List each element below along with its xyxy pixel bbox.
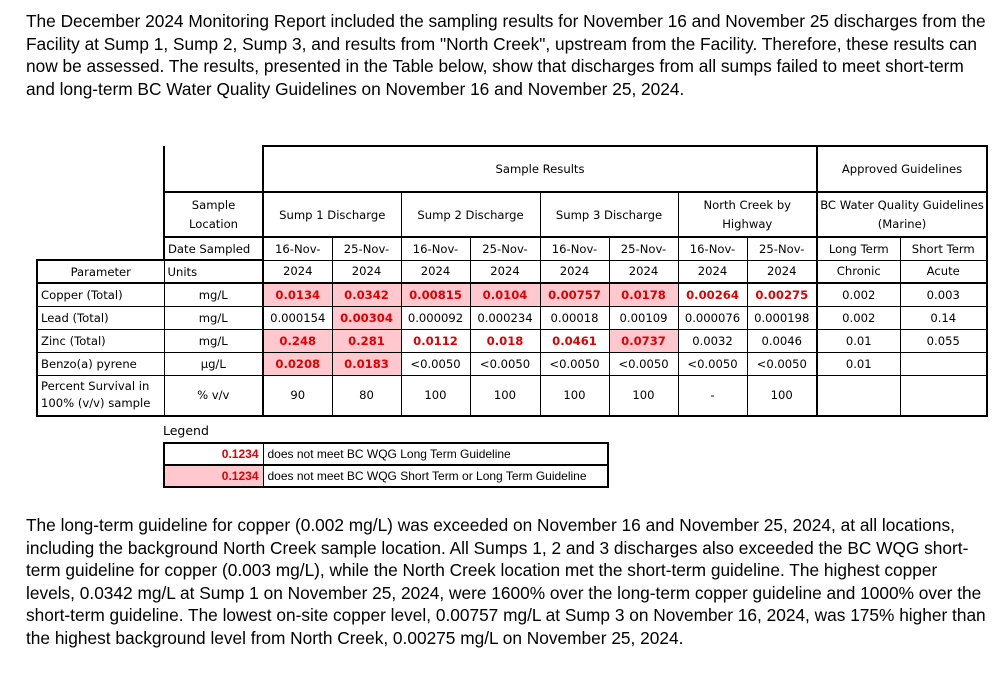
long-term-guideline-cell: 0.01 <box>817 352 900 375</box>
legend-text-long: does not meet BC WQG Long Term Guideline <box>263 443 608 465</box>
parameter-cell: Lead (Total) <box>37 306 164 329</box>
date-sampled-label: Date Sampled <box>164 237 263 260</box>
parameter-cell: Benzo(a) pyrene <box>37 352 164 375</box>
result-cell: 0.281 <box>332 329 401 352</box>
short-term-guideline-cell: 0.055 <box>900 329 987 352</box>
year-header: 2024 <box>470 260 540 283</box>
legend <box>163 442 609 488</box>
result-cell: 0.00275 <box>747 283 817 306</box>
result-cell: <0.0050 <box>678 352 747 375</box>
date-header: 25-Nov- <box>747 237 817 260</box>
legend-text-short: does not meet BC WQG Short Term or Long Term Guideline <box>263 465 608 487</box>
result-cell: 0.000092 <box>401 306 470 329</box>
result-cell: 100 <box>609 375 678 416</box>
result-cell: - <box>678 375 747 416</box>
year-header: 2024 <box>609 260 678 283</box>
table-row <box>37 352 987 375</box>
parameter-cell: Percent Survival in 100% (v/v) sample <box>37 375 164 416</box>
year-header: 2024 <box>678 260 747 283</box>
date-header: 16-Nov- <box>401 237 470 260</box>
long-term-guideline-cell: 0.002 <box>817 283 900 306</box>
parameter-cell: Copper (Total) <box>37 283 164 306</box>
result-cell: 0.0112 <box>401 329 470 352</box>
result-cell: 100 <box>401 375 470 416</box>
legend-sample-long: 0.1234 <box>164 443 263 465</box>
date-header: 16-Nov- <box>263 237 332 260</box>
result-cell: 0.000234 <box>470 306 540 329</box>
year-header: 2024 <box>263 260 332 283</box>
acute-header: Acute <box>900 260 987 283</box>
result-cell: 0.0208 <box>263 352 332 375</box>
conclusion-paragraph: The long-term guideline for copper (0.002 mg/L) was exceeded on November 16 and November 25, 2024, at all locations, including the background North Creek sample location. All Sumps 1, 2 and 3 discharges also exceeded the BC WQG short-term guideline for copper (0.003 mg/L), while the North Creek location met the short-term guideline. The highest copper levels, 0.0342 mg/L at Sump 1 on November 25, 2024, were 1600% over the long-term copper guideline and 1000% over the short-term guideline. The lowest on-site copper level, 0.00757 mg/L at Sump 3 on November 16, 2024, was 175% higher than the highest background level from North Creek, 0.00275 mg/L on November 25, 2024. <box>26 515 986 648</box>
result-cell: 0.00757 <box>540 283 609 306</box>
location-sump-2: Sump 2 Discharge <box>401 192 540 237</box>
result-cell: 0.0178 <box>609 283 678 306</box>
result-cell: 0.0183 <box>332 352 401 375</box>
result-cell: 100 <box>540 375 609 416</box>
result-cell: 0.000076 <box>678 306 747 329</box>
result-cell: 0.0032 <box>678 329 747 352</box>
result-cell: <0.0050 <box>540 352 609 375</box>
location-north-creek: North Creek by Highway <box>678 192 817 237</box>
year-header: 2024 <box>401 260 470 283</box>
units-cell: % v/v <box>164 375 263 416</box>
table-row <box>37 283 987 306</box>
location-sump-1: Sump 1 Discharge <box>263 192 401 237</box>
date-header: 16-Nov- <box>540 237 609 260</box>
result-cell: 80 <box>332 375 401 416</box>
long-term-header: Long Term <box>817 237 900 260</box>
year-header: 2024 <box>540 260 609 283</box>
units-header: Units <box>164 260 263 283</box>
result-cell: <0.0050 <box>401 352 470 375</box>
units-cell: µg/L <box>164 352 263 375</box>
date-header: 25-Nov- <box>470 237 540 260</box>
long-term-guideline-cell <box>817 375 900 416</box>
table-row <box>37 329 987 352</box>
short-term-guideline-cell: 0.003 <box>900 283 987 306</box>
result-cell: 0.00109 <box>609 306 678 329</box>
result-cell: <0.0050 <box>747 352 817 375</box>
long-term-guideline-cell: 0.002 <box>817 306 900 329</box>
approved-guidelines-header: Approved Guidelines <box>817 146 987 192</box>
result-cell: 0.0737 <box>609 329 678 352</box>
result-cell: 0.0104 <box>470 283 540 306</box>
result-cell: 0.0342 <box>332 283 401 306</box>
result-cell: 0.000154 <box>263 306 332 329</box>
result-cell: 100 <box>470 375 540 416</box>
result-cell: 0.018 <box>470 329 540 352</box>
parameter-header: Parameter <box>37 260 164 283</box>
date-header: 16-Nov- <box>678 237 747 260</box>
guideline-source: BC Water Quality Guidelines (Marine) <box>817 192 987 237</box>
result-cell: <0.0050 <box>470 352 540 375</box>
short-term-guideline-cell: 0.14 <box>900 306 987 329</box>
year-header: 2024 <box>747 260 817 283</box>
result-cell: 0.00304 <box>332 306 401 329</box>
result-cell: 0.00264 <box>678 283 747 306</box>
table-row <box>37 306 987 329</box>
long-term-guideline-cell: 0.01 <box>817 329 900 352</box>
legend-title: Legend <box>163 423 209 438</box>
sample-results-header: Sample Results <box>263 146 817 192</box>
result-cell: 0.0046 <box>747 329 817 352</box>
result-cell: 90 <box>263 375 332 416</box>
units-cell: mg/L <box>164 283 263 306</box>
chronic-header: Chronic <box>817 260 900 283</box>
year-header: 2024 <box>332 260 401 283</box>
result-cell: 0.000198 <box>747 306 817 329</box>
intro-paragraph: The December 2024 Monitoring Report included the sampling results for November 16 and November 25 discharges from the Facility at Sump 1, Sump 2, Sump 3, and results from "North Creek", upstream from the Facility. Therefore, these results can now be assessed. The results, presented in the Table below, show that discharges from all sumps failed to meet short-term and long-term BC Water Quality Guidelines on November 16 and November 25, 2024. <box>26 11 986 99</box>
result-cell: 0.00018 <box>540 306 609 329</box>
result-cell: 100 <box>747 375 817 416</box>
short-term-guideline-cell <box>900 352 987 375</box>
date-header: 25-Nov- <box>609 237 678 260</box>
parameter-cell: Zinc (Total) <box>37 329 164 352</box>
result-cell: 0.0461 <box>540 329 609 352</box>
sample-results-table <box>36 145 988 417</box>
units-cell: mg/L <box>164 329 263 352</box>
location-sump-3: Sump 3 Discharge <box>540 192 678 237</box>
result-cell: 0.248 <box>263 329 332 352</box>
units-cell: mg/L <box>164 306 263 329</box>
sample-location-label: Sample Location <box>164 192 263 237</box>
short-term-guideline-cell <box>900 375 987 416</box>
result-cell: <0.0050 <box>609 352 678 375</box>
result-cell: 0.0134 <box>263 283 332 306</box>
result-cell: 0.00815 <box>401 283 470 306</box>
table-row <box>37 375 987 416</box>
date-header: 25-Nov- <box>332 237 401 260</box>
legend-sample-short: 0.1234 <box>164 465 263 487</box>
short-term-header: Short Term <box>900 237 987 260</box>
